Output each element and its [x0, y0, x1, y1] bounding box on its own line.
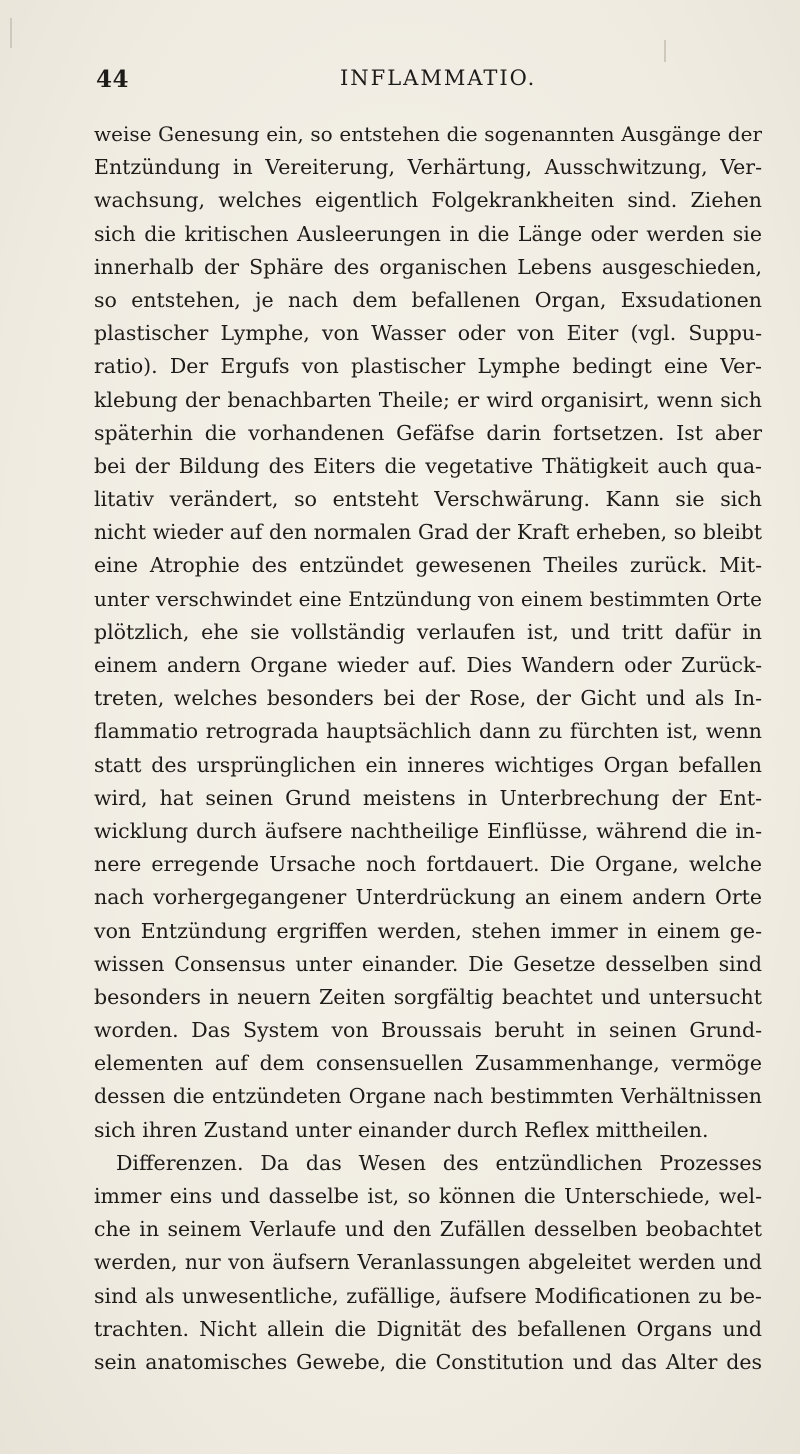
text-line: nach vorhergegangener Unterdrückung an einem andern Orte — [94, 885, 762, 910]
text-line: immer eins und dasselbe ist, so können die Unterschiede, wel- — [94, 1184, 762, 1208]
text-line: späterhin die vorhandenen Gefäfse darin fortsetzen. Ist aber — [94, 420, 762, 445]
text-line: bei der Bildung des Eiters die vegetative Thätigkeit auch qua- — [94, 453, 762, 478]
text-line: sich ihren Zustand unter einander durch Reflex mittheilen. — [94, 1117, 709, 1142]
text-line: wicklung durch äufsere nachtheilige Einflüsse, während die in- — [94, 818, 762, 843]
paper-speck — [10, 18, 12, 48]
text-line: besonders in neuern Zeiten sorgfältig beachtet und untersucht — [94, 984, 762, 1009]
paper-speck — [664, 40, 666, 62]
text-line: innerhalb der Sphäre des organischen Lebens ausgeschieden, — [94, 254, 762, 279]
text-line: che in seinem Verlaufe und den Zufällen desselben beobachtet — [94, 1217, 762, 1242]
text-line: nere erregende Ursache noch fortdauert. Die Organe, welche — [94, 852, 762, 877]
text-line: plastischer Lymphe, von Wasser oder von Eiter (vgl. Suppu- — [94, 321, 762, 346]
body-text — [94, 118, 762, 1379]
text-line: flammatio retrograda hauptsächlich dann zu fürchten ist, wenn — [94, 719, 762, 744]
running-title: INFLAMMATIO. — [340, 66, 537, 90]
text-line: wachsung, welches eigentlich Folgekrankheiten sind. Ziehen — [94, 188, 762, 213]
text-line: dessen die entzündeten Organe nach bestimmten Verhältnissen — [94, 1084, 762, 1109]
text-line: sein anatomisches Gewebe, die Constitution und das Alter des — [94, 1349, 762, 1374]
text-line: einem andern Organe wieder auf. Dies Wandern oder Zurück- — [94, 653, 762, 677]
text-line: so entstehen, je nach dem befallenen Organ, Exsudationen — [94, 287, 762, 312]
text-line: klebung der benachbarten Theile; er wird organisirt, wenn sich — [94, 387, 762, 412]
text-line: wissen Consensus unter einander. Die Gesetze desselben sind — [94, 951, 762, 976]
text-line: eine Atrophie des entzündet gewesenen Theiles zurück. Mit- — [94, 553, 762, 578]
text-line: wird, hat seinen Grund meistens in Unterbrechung der Ent- — [94, 785, 762, 810]
text-line: statt des ursprünglichen ein inneres wichtiges Organ befallen — [94, 752, 762, 777]
text-line: weise Genesung ein, so entstehen die sogenannten Ausgänge der — [94, 122, 762, 146]
text-line: treten, welches besonders bei der Rose, der Gicht und als In- — [94, 686, 762, 711]
text-line: von Entzündung ergriffen werden, stehen immer in einem ge- — [94, 918, 762, 943]
text-line: ratio). Der Ergufs von plastischer Lymphe bedingt eine Ver- — [94, 354, 762, 379]
text-line: unter verschwindet eine Entzündung von einem bestimmten Orte — [94, 586, 762, 611]
section-heading-line: Differenzen. Da das Wesen des entzündlichen Prozesses — [116, 1150, 762, 1175]
text-line: trachten. Nicht allein die Dignität des befallenen Organs und — [94, 1316, 762, 1341]
text-line: sind als unwesentliche, zufällige, äufsere Modificationen zu be- — [94, 1283, 762, 1308]
text-line: werden, nur von äufsern Veranlassungen abgeleitet werden und — [94, 1250, 762, 1275]
text-line: sich die kritischen Ausleerungen in die Länge oder werden sie — [94, 221, 762, 246]
text-line: Entzündung in Vereiterung, Verhärtung, Ausschwitzung, Ver- — [94, 155, 762, 180]
text-line: nicht wieder auf den normalen Grad der Kraft erheben, so bleibt — [94, 520, 762, 545]
text-line: elementen auf dem consensuellen Zusammenhange, vermöge — [94, 1051, 762, 1076]
text-line: plötzlich, ehe sie vollständig verlaufen ist, und tritt dafür in — [94, 619, 762, 644]
page-header — [96, 66, 756, 100]
text-line: litativ verändert, so entsteht Verschwärung. Kann sie sich — [94, 487, 762, 512]
text-line: worden. Das System von Broussais beruht in seinen Grund- — [94, 1018, 762, 1043]
page-number: 44 — [96, 66, 130, 93]
